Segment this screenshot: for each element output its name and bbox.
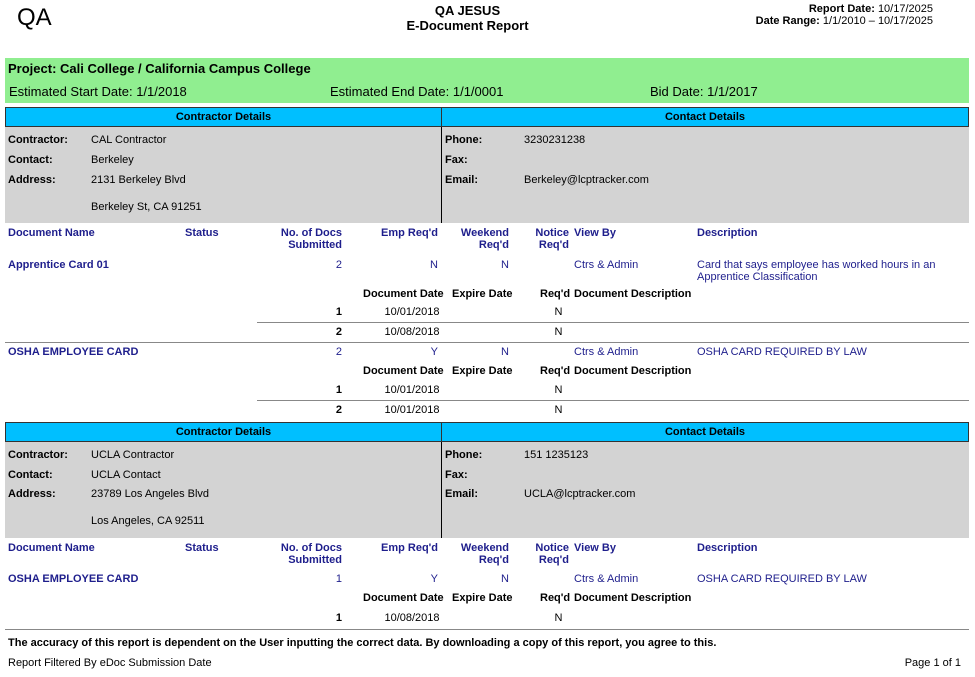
col-weekend-line2: Req'd [478,239,509,251]
report-date [809,3,933,15]
contractor-label: Contractor: [8,449,68,461]
sub-col-expire-date: Expire Date [452,592,513,604]
col-status: Status [185,542,219,554]
document-divider [5,342,969,343]
address-line1: 2131 Berkeley Blvd [91,174,186,186]
sub-row-date: 10/08/2018 [384,326,440,338]
contractor-details-header: Contractor Details [5,107,442,127]
sub-row-index: 1 [335,612,342,624]
document-weekend-req: N [501,346,509,358]
sub-row-req: N [554,306,563,318]
sub-col-document-date: Document Date [363,592,444,604]
contact-details-header: Contact Details [441,422,969,442]
fax-label: Fax: [445,469,468,481]
project-title: Project: Cali College / California Campus College [5,58,969,80]
col-num-docs [262,227,342,251]
col-description: Description [697,227,758,239]
col-weekend-line2: Req'd [478,554,509,566]
email-label: Email: [445,174,479,186]
phone-label: Phone: [445,134,483,146]
col-notice-line2: Req'd [538,239,569,251]
panel-divider [441,127,442,223]
contact-value: UCLA Contact [91,469,161,481]
contact-details-header: Contact Details [441,107,969,127]
email-value[interactable]: Berkeley@lcptracker.com [524,174,649,186]
email-label: Email: [445,488,479,500]
col-view-by: View By [574,227,616,239]
section-divider [5,629,969,630]
date-range-value: 1/1/2010 – 10/17/2025 [822,15,933,27]
col-num-docs-line2: Submitted [288,554,342,566]
col-notice-req [520,227,569,251]
document-num-submitted: 2 [335,259,342,271]
sub-row-req: N [554,612,563,624]
email-value[interactable]: UCLA@lcptracker.com [524,488,636,500]
document-emp-req: Y [430,346,438,358]
document-name[interactable]: OSHA EMPLOYEE CARD [8,573,139,585]
col-notice-line2: Req'd [538,554,569,566]
phone-value: 3230231238 [524,134,586,146]
document-description: Card that says employee has worked hours in an Apprentice Classification [697,259,936,283]
address-label: Address: [8,488,56,500]
start-date-value: 1/1/2018 [136,84,187,99]
col-notice-line1: Notice [535,227,569,239]
col-num-docs-line1: No. of Docs [280,227,342,239]
sub-col-document-description: Document Description [574,365,692,377]
panel-divider [441,442,442,538]
document-name[interactable]: Apprentice Card 01 [8,259,109,271]
sub-row-index: 2 [335,326,342,338]
sub-row-index: 2 [335,404,342,416]
contractor-value: UCLA Contractor [91,449,175,461]
end-date-label: Estimated End Date: [330,84,450,99]
end-date [330,84,503,99]
sub-col-req: Req'd [540,288,571,300]
col-weekend-line1: Weekend [460,542,509,554]
sub-row-date: 10/01/2018 [384,384,440,396]
address-line1: 23789 Los Angeles Blvd [91,488,210,500]
document-num-submitted: 2 [335,346,342,358]
col-weekend-req [440,542,509,566]
contact-label: Contact: [8,154,53,166]
contractor-details-header: Contractor Details [5,422,442,442]
col-description: Description [697,542,758,554]
document-name[interactable]: OSHA EMPLOYEE CARD [8,346,139,358]
start-date-label: Estimated Start Date: [9,84,133,99]
document-num-submitted: 1 [335,573,342,585]
sub-col-expire-date: Expire Date [452,365,513,377]
date-range-label: Date Range: [755,15,820,27]
sub-col-req: Req'd [540,365,571,377]
phone-value: 151 1235123 [524,449,589,461]
document-weekend-req: N [501,259,509,271]
end-date-value: 1/1/0001 [452,84,504,99]
bid-date-value: 1/1/2017 [707,84,758,99]
sub-row-index: 1 [335,384,342,396]
col-status: Status [185,227,219,239]
col-document-name: Document Name [8,227,95,239]
document-emp-req: Y [430,573,438,585]
bid-date [650,84,758,99]
document-description: OSHA CARD REQUIRED BY LAW [697,346,867,358]
sub-row-date: 10/01/2018 [384,404,440,416]
document-description: OSHA CARD REQUIRED BY LAW [697,573,867,585]
phone-label: Phone: [445,449,483,461]
sub-col-req: Req'd [540,592,571,604]
sub-col-document-date: Document Date [363,288,444,300]
col-num-docs [262,542,342,566]
report-filter-note: Report Filtered By eDoc Submission Date [8,657,212,669]
sub-row-date: 10/08/2018 [384,612,440,624]
page-number: Page 1 of 1 [904,657,961,669]
sub-col-document-description: Document Description [574,592,692,604]
col-view-by: View By [574,542,616,554]
sub-row-index: 1 [335,306,342,318]
address-label: Address: [8,174,56,186]
contact-label: Contact: [8,469,53,481]
address-line2: Berkeley St, CA 91251 [91,201,202,213]
bid-date-label: Bid Date: [650,84,704,99]
document-view-by: Ctrs & Admin [574,346,639,358]
col-emp-req: Emp Req'd [380,542,438,554]
contractor-value: CAL Contractor [91,134,167,146]
sub-col-expire-date: Expire Date [452,288,513,300]
report-logo: QA [17,4,52,31]
sub-col-document-description: Document Description [574,288,692,300]
report-title: QA JESUS [434,3,501,18]
sub-row-req: N [554,384,563,396]
report-date-label: Report Date: [808,3,875,15]
col-notice-req [520,542,569,566]
date-range [756,15,933,27]
document-view-by: Ctrs & Admin [574,573,639,585]
row-divider [257,400,969,401]
document-view-by: Ctrs & Admin [574,259,639,271]
sub-row-req: N [554,404,563,416]
report-date-value: 10/17/2025 [877,3,933,15]
disclaimer: The accuracy of this report is dependent on the User inputting the correct data. By downloading a copy of this report, you agree to this. [8,637,717,649]
sub-col-document-date: Document Date [363,365,444,377]
col-weekend-line1: Weekend [460,227,509,239]
sub-row-req: N [554,326,563,338]
col-num-docs-line2: Submitted [288,239,342,251]
col-num-docs-line1: No. of Docs [280,542,342,554]
start-date [9,84,187,99]
project-dates [5,80,969,103]
address-line2: Los Angeles, CA 92511 [91,515,205,527]
fax-label: Fax: [445,154,468,166]
row-divider [257,322,969,323]
document-weekend-req: N [501,573,509,585]
report-subtitle: E-Document Report [406,18,529,33]
document-emp-req: N [430,259,438,271]
col-emp-req: Emp Req'd [380,227,438,239]
col-notice-line1: Notice [535,542,569,554]
col-document-name: Document Name [8,542,95,554]
sub-row-date: 10/01/2018 [384,306,440,318]
col-weekend-req [440,227,509,251]
contractor-label: Contractor: [8,134,68,146]
contact-value: Berkeley [91,154,134,166]
